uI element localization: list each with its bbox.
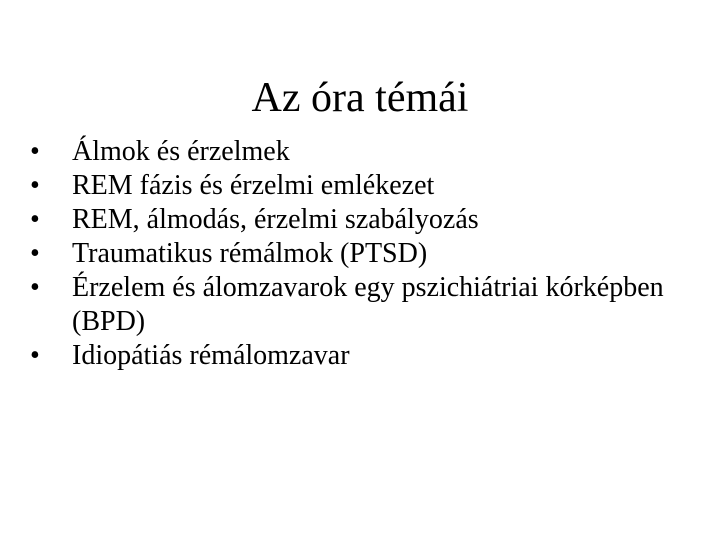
list-item-text: Álmok és érzelmek (72, 136, 290, 167)
bullet-icon: • (30, 272, 40, 303)
list-item-text: Traumatikus rémálmok (PTSD) (72, 238, 428, 269)
topic-list (30, 135, 690, 373)
list-item (30, 135, 690, 169)
bullet-icon: • (30, 204, 40, 235)
list-item (30, 203, 690, 237)
list-item-text: Érzelem és álomzavarok egy pszichiátriai kórképben (BPD) (72, 272, 664, 337)
bullet-icon: • (30, 136, 40, 167)
bullet-icon: • (30, 340, 40, 371)
list-item (30, 339, 690, 373)
slide-title: Az óra témái (251, 75, 469, 122)
list-item-text: Idiopátiás rémálomzavar (72, 340, 350, 371)
bullet-icon: • (30, 238, 40, 269)
list-item-text: REM fázis és érzelmi emlékezet (72, 170, 435, 201)
list-item-text: REM, álmodás, érzelmi szabályozás (72, 204, 479, 235)
list-item (30, 169, 690, 203)
list-item (30, 237, 690, 271)
list-item (30, 271, 690, 339)
bullet-icon: • (30, 170, 40, 201)
